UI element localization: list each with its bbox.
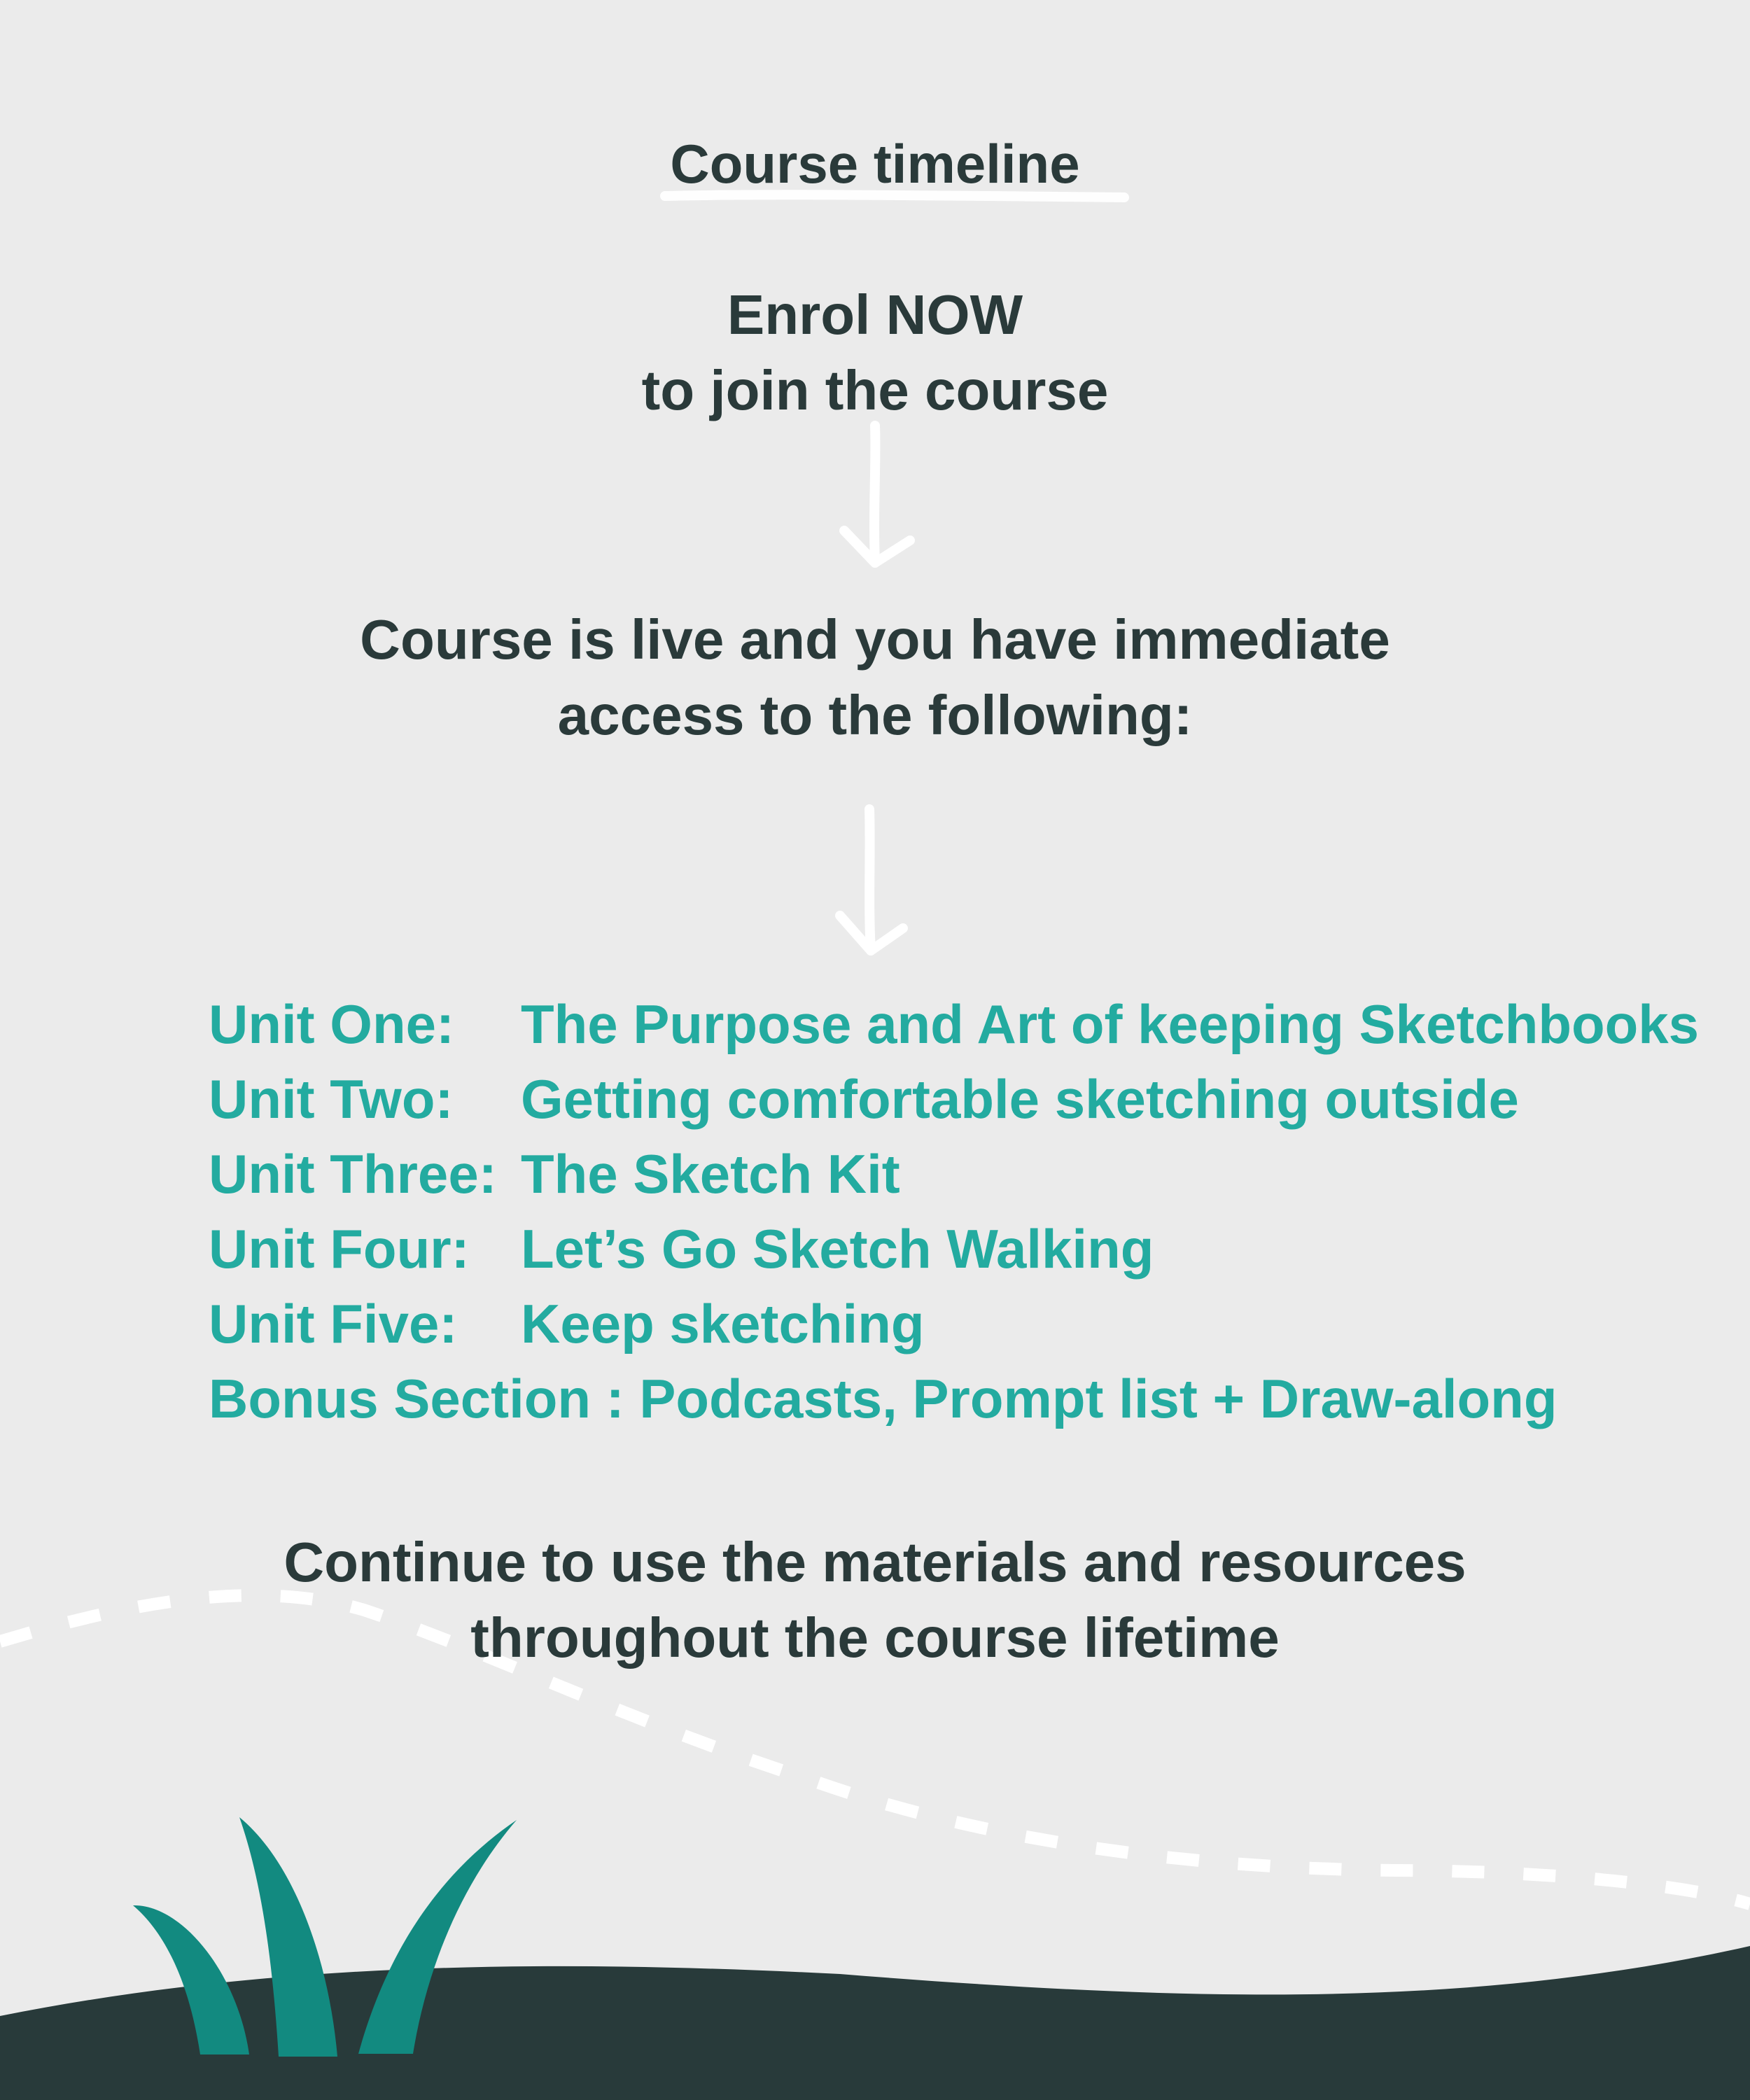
bonus-section [209, 1362, 1699, 1436]
step-continue [0, 1525, 1750, 1676]
step-live-line2: access to the following: [557, 684, 1193, 746]
step-live-line1: Course is live and you have immediate [360, 608, 1390, 671]
step-live [0, 602, 1750, 753]
unit-title: The Purpose and Art of keeping Sketchbooks [521, 993, 1700, 1055]
list-item [209, 1137, 1699, 1212]
down-arrow-icon [844, 426, 910, 563]
unit-title: Keep sketching [521, 1293, 925, 1354]
step-enrol [0, 277, 1750, 428]
list-item [209, 1287, 1699, 1362]
page-title-text: Course timeline [670, 133, 1080, 195]
unit-label: Unit Five: [209, 1293, 458, 1354]
step-continue-line2: throughout the course lifetime [470, 1606, 1280, 1669]
page-title [0, 129, 1750, 199]
unit-title: Let’s Go Sketch Walking [521, 1218, 1154, 1280]
unit-title: The Sketch Kit [521, 1143, 900, 1205]
list-item [209, 1062, 1699, 1137]
down-arrow-icon [840, 809, 903, 951]
unit-title: Getting comfortable sketching outside [521, 1068, 1519, 1130]
units-list [209, 987, 1699, 1436]
step-enrol-line1: Enrol NOW [727, 284, 1023, 346]
list-item [209, 987, 1699, 1062]
hill-ground-icon [0, 1946, 1750, 2100]
unit-label: Unit One: [209, 993, 454, 1055]
bonus-section-text: Bonus Section : Podcasts, Prompt list + Draw-along [209, 1368, 1558, 1429]
unit-label: Unit Two: [209, 1068, 454, 1130]
unit-label: Unit Four: [209, 1218, 470, 1280]
unit-label: Unit Three: [209, 1143, 497, 1205]
list-item [209, 1212, 1699, 1287]
step-enrol-line2: to join the course [641, 359, 1109, 421]
step-continue-line1: Continue to use the materials and resources [284, 1531, 1466, 1593]
